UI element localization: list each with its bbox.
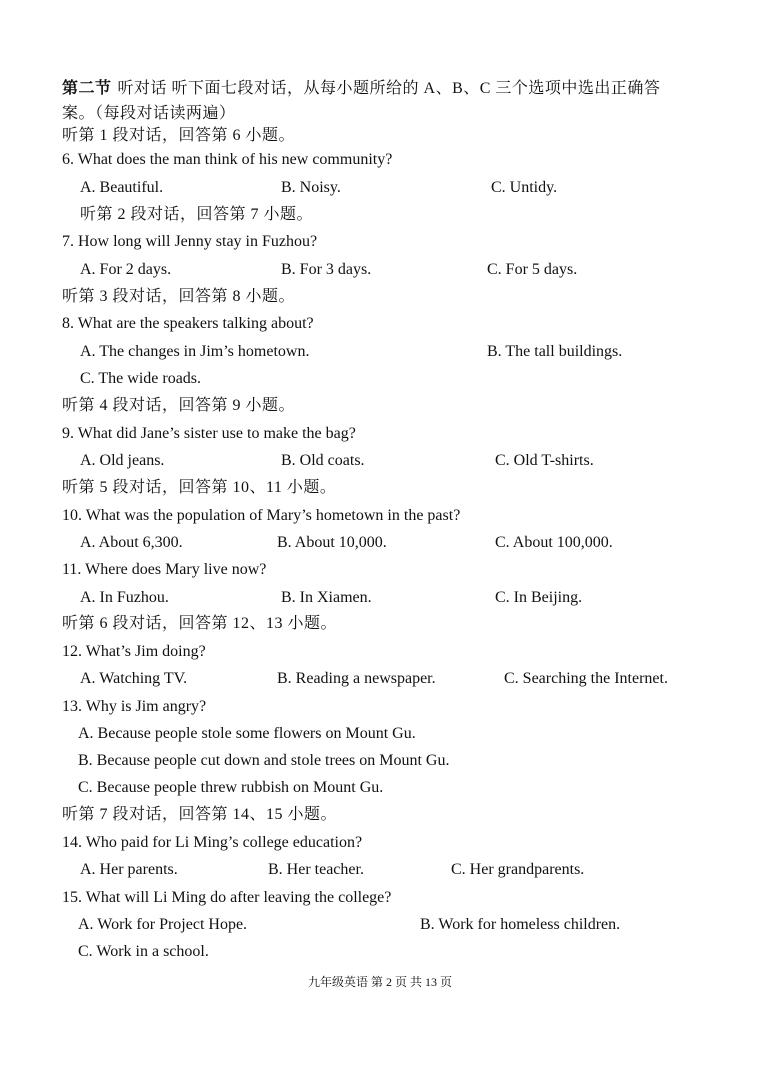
q10-option-b: B. About 10,000. [277,534,387,551]
q12-option-b: B. Reading a newspaper. [277,670,436,687]
instruction-line-1: 听对话 听下面七段对话，从每小题所给的 A、B、C 三个选项中选出正确答 [117,80,661,97]
dialogue-3-prompt: 听第 3 段对话，回答第 8 小题。 [62,288,296,305]
q10-option-c: C. About 100,000. [495,534,613,551]
instruction-line-2: 案。（每段对话读两遍） [62,105,236,122]
q8-option-b: B. The tall buildings. [487,343,623,360]
q15-option-b: B. Work for homeless children. [420,916,621,933]
dialogue-4-prompt: 听第 4 段对话，回答第 9 小题。 [62,397,296,414]
question-10: 10. What was the population of Mary’s hometown in the past? [62,507,461,524]
q13-option-c: C. Because people threw rubbish on Mount Gu. [78,779,384,796]
q15-option-a: A. Work for Project Hope. [78,916,248,933]
q11-option-b: B. In Xiamen. [281,589,372,606]
dialogue-2-prompt: 听第 2 段对话，回答第 7 小题。 [80,206,314,223]
dialogue-6-prompt: 听第 6 段对话，回答第 12、13 小题。 [62,615,338,632]
dialogue-5-prompt: 听第 5 段对话，回答第 10、11 小题。 [62,479,337,496]
q11-option-c: C. In Beijing. [495,589,583,606]
q11-option-a: A. In Fuzhou. [80,589,169,606]
q12-option-a: A. Watching TV. [80,670,188,687]
q8-option-c: C. The wide roads. [80,370,202,387]
dialogue-7-prompt: 听第 7 段对话，回答第 14、15 小题。 [62,806,338,823]
q13-option-a: A. Because people stole some flowers on Mount Gu. [78,725,416,742]
q9-option-b: B. Old coats. [281,452,365,469]
q10-option-a: A. About 6,300. [80,534,183,551]
question-8: 8. What are the speakers talking about? [62,315,314,332]
q12-option-c: C. Searching the Internet. [504,670,668,687]
question-14: 14. Who paid for Li Ming’s college education? [62,834,363,851]
dialogue-1-prompt: 听第 1 段对话，回答第 6 小题。 [62,127,296,144]
question-13: 13. Why is Jim angry? [62,698,207,715]
question-6: 6. What does the man think of his new community? [62,151,393,168]
q14-option-c: C. Her grandparents. [451,861,585,878]
q6-option-a: A. Beautiful. [80,179,164,196]
question-7: 7. How long will Jenny stay in Fuzhou? [62,233,318,250]
question-9: 9. What did Jane’s sister use to make the bag? [62,425,356,442]
section-instruction [62,79,660,99]
q9-option-c: C. Old T-shirts. [495,452,594,469]
page-footer: 九年级英语 第 2 页 共 13 页 [307,975,452,989]
q7-option-a: A. For 2 days. [80,261,172,278]
q6-option-c: C. Untidy. [491,179,558,196]
question-15: 15. What will Li Ming do after leaving the college? [62,889,392,906]
question-12: 12. What’s Jim doing? [62,643,206,660]
q15-option-c: C. Work in a school. [78,943,209,960]
q13-option-b: B. Because people cut down and stole trees on Mount Gu. [78,752,450,769]
q9-option-a: A. Old jeans. [80,452,165,469]
q14-option-a: A. Her parents. [80,861,178,878]
q6-option-b: B. Noisy. [281,179,341,196]
q14-option-b: B. Her teacher. [268,861,364,878]
question-11: 11. Where does Mary live now? [62,561,267,578]
q7-option-b: B. For 3 days. [281,261,372,278]
q8-option-a: A. The changes in Jim’s hometown. [80,343,310,360]
section-title: 第二节 [62,80,112,97]
q7-option-c: C. For 5 days. [487,261,578,278]
